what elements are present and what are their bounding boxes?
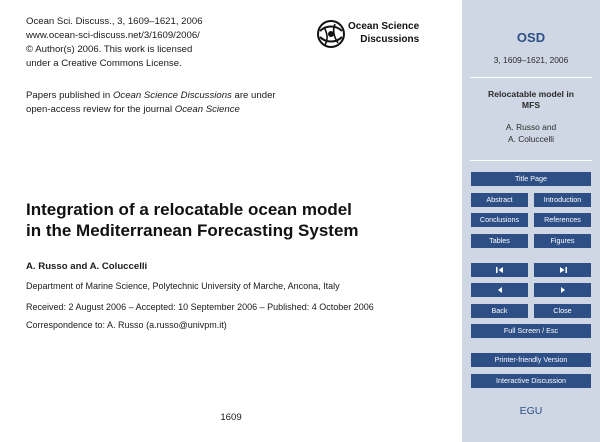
paper-title: [26, 199, 446, 241]
sidebar-divider: [470, 77, 592, 78]
globe-icon: [316, 19, 346, 49]
references-button[interactable]: References: [534, 213, 591, 227]
introduction-button[interactable]: Introduction: [534, 193, 591, 207]
short-title-line: Relocatable model in: [488, 89, 574, 99]
sidebar-short-title: [462, 89, 600, 111]
back-button[interactable]: Back: [471, 304, 528, 318]
figures-button[interactable]: Figures: [534, 234, 591, 248]
paper-affiliation: Department of Marine Science, Polytechnic University of Marche, Ancona, Italy: [26, 281, 340, 291]
citation-url[interactable]: www.ocean-sci-discuss.net/3/1609/2006/: [26, 30, 200, 41]
review-journal: Ocean Science: [174, 104, 240, 115]
citation-line: under a Creative Commons License.: [26, 58, 182, 69]
close-button[interactable]: Close: [534, 304, 591, 318]
skip-last-icon: [558, 266, 568, 274]
review-text: Papers published in: [26, 90, 113, 101]
paper-dates: Received: 2 August 2006 – Accepted: 10 September 2006 – Published: 4 October 2006: [26, 302, 374, 312]
journal-logo: [316, 17, 436, 57]
logo-wordmark: [348, 20, 419, 46]
logo-line: Ocean Science: [348, 21, 420, 32]
review-text: are under: [231, 90, 276, 101]
sidebar-authors: [462, 121, 600, 145]
paper-correspondence: Correspondence to: A. Russo (a.russo@univpm.it): [26, 320, 227, 330]
arrow-left-icon: [496, 286, 504, 294]
arrow-right-icon: [559, 286, 567, 294]
previous-page-button[interactable]: [471, 283, 528, 297]
sidebar-author: A. Coluccelli: [507, 134, 555, 144]
citation-line: © Author(s) 2006. This work is licensed: [26, 44, 193, 55]
short-title-line: MFS: [521, 100, 541, 110]
review-text: open-access review for the journal: [26, 104, 175, 115]
first-page-button[interactable]: [471, 263, 528, 277]
next-page-button[interactable]: [534, 283, 591, 297]
title-page-button[interactable]: Title Page: [471, 172, 591, 186]
paper-authors: A. Russo and A. Coluccelli: [26, 261, 148, 272]
citation-line: Ocean Sci. Discuss., 3, 1609–1621, 2006: [26, 16, 203, 27]
last-page-button[interactable]: [534, 263, 591, 277]
tables-button[interactable]: Tables: [471, 234, 528, 248]
page-number: 1609: [220, 412, 242, 423]
abstract-button[interactable]: Abstract: [471, 193, 528, 207]
sidebar-journal: OSD: [516, 30, 546, 45]
sidebar-divider: [470, 160, 592, 161]
citation-block: [26, 15, 203, 71]
skip-first-icon: [495, 266, 505, 274]
interactive-discussion-button[interactable]: Interactive Discussion: [471, 374, 591, 388]
full-screen-button[interactable]: Full Screen / Esc: [471, 324, 591, 338]
publisher-label: EGU: [519, 405, 543, 417]
sidebar-volume: 3, 1609–1621, 2006: [493, 55, 569, 65]
title-line: Integration of a relocatable ocean model: [26, 200, 352, 219]
title-line: in the Mediterranean Forecasting System: [26, 221, 359, 240]
printer-friendly-button[interactable]: Printer-friendly Version: [471, 353, 591, 367]
conclusions-button[interactable]: Conclusions: [471, 213, 528, 227]
sidebar-author: A. Russo and: [505, 122, 557, 132]
logo-line: Discussions: [360, 34, 420, 45]
navigation-sidebar: [462, 0, 600, 442]
review-notice: [26, 89, 276, 117]
review-journal-disc: Ocean Science Discussions: [112, 90, 232, 101]
